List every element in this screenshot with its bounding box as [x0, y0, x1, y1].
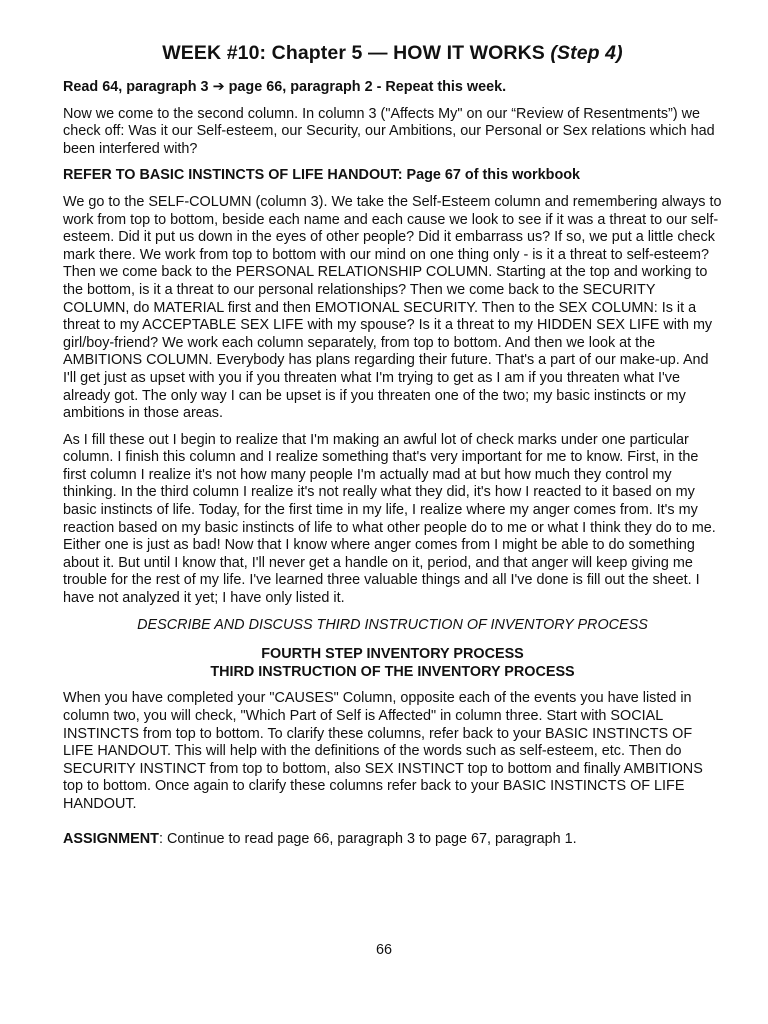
paragraph-self-column: We go to the SELF-COLUMN (column 3). We take the Self-Esteem column and remembering always to work from top to bottom, beside each name and each cause we look to see if it was a threat to our self-esteem. Did it put us down in the eyes of other people? Did it embarrass us? If so, we put a little check mark there. We work from top to bottom with our mind on one thing only - is it a threat to self-esteem? Then we come back to the PERSONAL RELATIONSHIP COLUMN. Starting at the top and working to the bottom, is it a threat to our personal relationships? Then we come back to the SECURITY COLUMN, do MATERIAL first and then EMOTIONAL SECURITY. Then to the SEX COLUMN: Is it a threat to my ACCEPTABLE SEX LIFE with my spouse? Is it a threat to my HIDDEN SEX LIFE with my girl/boy-friend? We work each column separately, from top to bottom. And then we look at the AMBITIONS COLUMN. Everybody has plans regarding their future. That's a part of our make-up. And I'll get just as upset with you if you threaten what I'm trying to get as I am if you threaten what I've already got. The only way I can be upset is if you threaten one of the two; my basic instincts or my ambitions in those areas. — [63, 193, 722, 422]
page-number: 66 — [375, 942, 392, 958]
paragraph-check-marks: As I fill these out I begin to realize that I'm making an awful lot of check marks under one particular column. I finish this column and I realize something that's very important for me to know. First, in the first column I realize it's not how many people I'm actually mad at but how much they control my thinking. In the third column I realize it's not really what they did, it's how I reacted to it based on my basic instincts of life. Today, for the first time in my life, I realize where my anger comes from. It's my reaction based on my basic instincts of life to what other people do to me or what I think they do to me. Either one is just as bad! Now that I know where anger comes from I might be able to do something about it. But until I know that, I'll never get a handle on it, period, and that anger will keep giving me trouble for the rest of my life. I've learned three valuable things and all I've done is fill out the sheet. I have not analyzed it yet; I have only listed it. — [63, 431, 716, 607]
title-main: WEEK #10: Chapter 5 — HOW IT WORKS — [162, 42, 551, 64]
assignment-line — [63, 831, 722, 849]
assignment-text: : Continue to read page 66, paragraph 3 to page 67, paragraph 1. — [158, 830, 577, 847]
page-title — [63, 42, 722, 65]
title-step: (Step 4) — [550, 42, 623, 64]
paragraph-causes-column: When you have completed your "CAUSES" Column, opposite each of the events you have listed in column two, you will check, "Which Part of Self is Affected" in column three. Start with SOCIAL INSTINCTS from top to bottom. To clarify these columns, refer back to your BASIC INSTINCTS OF LIFE HANDOUT. This will help with the definitions of the words such as self-esteem, etc. Then do SECURITY INSTINCT from top to bottom, also SEX INSTINCT top to bottom and finally AMBITIONS top to bottom. Once again to clarify these columns refer back to your BASIC INSTINCTS OF LIFE HANDOUT. — [63, 690, 703, 812]
paragraph-second-column: Now we come to the second column. In column 3 ("Affects My" on our “Review of Resentments”) we check off: Was it our Self-esteem, our Security, our Ambitions, our Personal or Sex relations which had been interfered with? — [63, 105, 715, 157]
refer-handout-note: REFER TO BASIC INSTINCTS OF LIFE HANDOUT: Page 67 of this workbook — [63, 167, 581, 184]
inventory-process-heading — [63, 646, 722, 681]
assignment-label: ASSIGNMENT — [63, 830, 159, 847]
describe-discuss-heading: DESCRIBE AND DISCUSS THIRD INSTRUCTION OF INVENTORY PROCESS — [137, 616, 648, 633]
heading-third-instruction: THIRD INSTRUCTION OF THE INVENTORY PROCESS — [210, 663, 575, 680]
reading-assignment: Read 64, paragraph 3 ➔ page 66, paragraph 2 - Repeat this week. — [63, 79, 507, 95]
heading-fourth-step: FOURTH STEP INVENTORY PROCESS — [261, 646, 524, 663]
